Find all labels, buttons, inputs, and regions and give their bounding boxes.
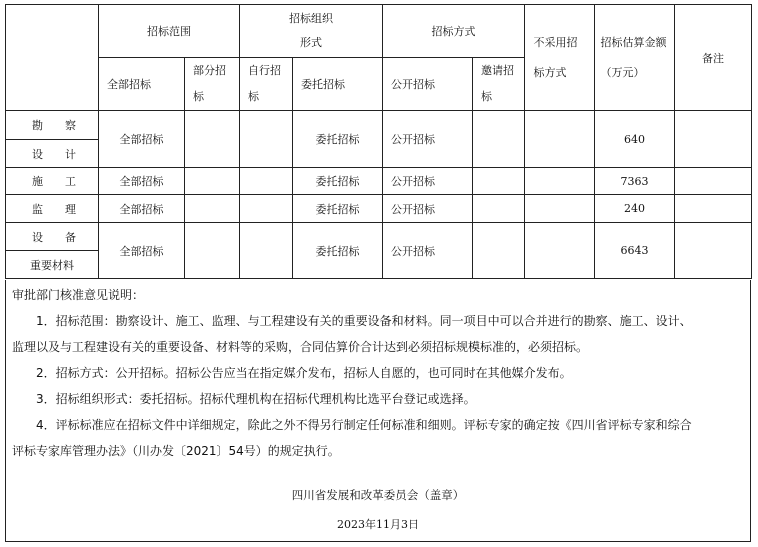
row-label-supervision [6,195,99,223]
header-no-bid [525,5,595,111]
row-amount: 640 [595,111,675,168]
row-label-char: 设 [32,230,43,244]
bidding-approval-table [5,4,752,279]
row-amount: 6643 [595,223,675,279]
row-label-materials: 重要材料 [6,251,99,279]
row-no-bid [525,195,595,223]
row-invite [473,195,525,223]
row-method: 公开招标 [383,223,473,279]
row-label-char: 备 [65,230,76,244]
row-label-char: 勘 [32,119,43,132]
note-organization: 3．招标组织形式：委托招标。招标代理机构在招标代理机构比选平台登记或选择。 [36,392,476,406]
row-org: 委托招标 [293,223,383,279]
header-org [240,5,383,58]
approval-notes [5,280,751,542]
row-label-char: 察 [65,119,76,132]
header-method: 招标方式 [383,5,525,58]
row-scope: 全部招标 [99,168,185,195]
row-partial [185,195,240,223]
header-org-line2: 形式 [300,36,322,49]
row-label-char: 监 [32,202,43,216]
note-evaluation-line1: 4．评标标准应在招标文件中详细规定，除此之外不得另行制定任何标准和细则。评标专家的确定按《四川省评标专家和综合 [36,418,692,432]
row-scope: 全部招标 [99,223,185,279]
header-invite [473,58,525,111]
header-estimate [595,5,675,111]
row-org: 委托招标 [293,111,383,168]
header-estimate-text: 招标估算金额（万元） [600,35,667,79]
note-method: 2．招标方式：公开招标。招标公告应当在指定媒介发布，招标人自愿的，也可同时在其他媒介发布。 [36,366,572,380]
row-label-equipment [6,223,99,251]
row-label-char: 工 [65,175,76,188]
row-amount: 240 [595,195,675,223]
row-label-design [6,140,99,168]
row-label-construction [6,168,99,195]
row-org: 委托招标 [293,168,383,195]
row-label-survey [6,111,99,140]
row-method: 公开招标 [383,111,473,168]
row-amount: 7363 [595,168,675,195]
note-scope-line2: 监理以及与工程建设有关的重要设备、材料等的采购，合同估算价合计达到必须招标规模标准的，必须招标。 [12,340,589,354]
header-full: 全部招标 [99,58,185,111]
row-org: 委托招标 [293,195,383,223]
row-scope: 全部招标 [99,195,185,223]
row-scope: 全部招标 [99,111,185,168]
row-remark [675,223,752,279]
row-invite [473,223,525,279]
row-partial [185,223,240,279]
row-method: 公开招标 [383,168,473,195]
row-invite [473,111,525,168]
header-open: 公开招标 [383,58,473,111]
header-partial-text: 部分招标 [193,64,226,103]
row-remark [675,195,752,223]
signer: 四川省发展和改革委员会（盖章） [291,488,465,502]
row-self [240,223,293,279]
row-no-bid [525,223,595,279]
row-invite [473,168,525,195]
row-label-char: 计 [65,147,76,161]
row-method: 公开招标 [383,195,473,223]
row-label-char: 理 [65,202,76,216]
header-remark: 备注 [675,5,752,111]
header-org-line1: 招标组织 [289,12,333,25]
header-partial [185,58,240,111]
header-entrust: 委托招标 [293,58,383,111]
header-self-text: 自行招标 [248,64,281,103]
row-partial [185,111,240,168]
row-no-bid [525,168,595,195]
notes-title: 审批部门核准意见说明： [12,288,145,302]
row-self [240,195,293,223]
row-label-char: 施 [32,175,43,188]
header-scope: 招标范围 [99,5,240,58]
row-remark [675,168,752,195]
row-self [240,111,293,168]
header-no-bid-text: 不采用招标方式 [533,35,578,79]
corner-cell [6,5,99,111]
row-self [240,168,293,195]
row-no-bid [525,111,595,168]
approval-date: 2023年11月3日 [337,518,419,531]
note-scope-line1: 1．招标范围：勘察设计、施工、监理、与工程建设有关的重要设备和材料。同一项目中可以合并进行的勘察、施工、设计、 [36,314,692,328]
row-partial [185,168,240,195]
header-self [240,58,293,111]
header-invite-text: 邀请招标 [481,64,514,103]
row-label-char: 设 [32,147,43,161]
row-remark [675,111,752,168]
note-evaluation-line2: 评标专家库管理办法》（川办发〔2021〕54号）的规定执行。 [12,444,340,458]
